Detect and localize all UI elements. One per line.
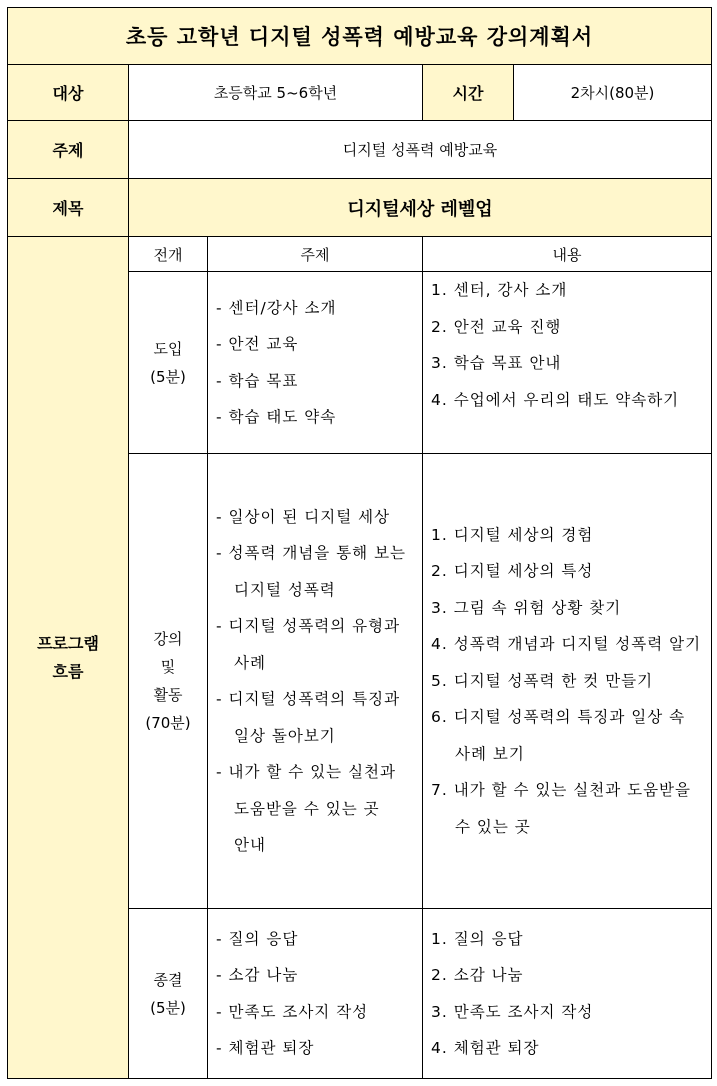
list-item: 4. 수업에서 우리의 태도 약속하기 — [431, 390, 680, 409]
list-item: - 학습 태도 약속 — [216, 408, 337, 426]
intro-topics — [208, 272, 423, 454]
closing-contents — [423, 909, 712, 1079]
time-value: 2차시(80분) — [514, 65, 712, 121]
list-item: - 디지털 성폭력의 특징과 일상 돌아보기 — [216, 690, 401, 745]
list-item: - 내가 할 수 있는 실천과 도움받을 수 있는 곳 안내 — [216, 763, 396, 854]
list-item: 1. 센터, 강사 소개 — [431, 281, 568, 299]
closing-topics — [208, 909, 423, 1079]
list-item: 2. 소감 나눔 — [431, 966, 524, 984]
list-item: - 안전 교육 — [216, 335, 299, 353]
phase-lecture — [129, 454, 208, 909]
phase-closing-name: 종결 — [153, 970, 183, 989]
column-header-topic: 주제 — [208, 237, 423, 272]
lecture-contents — [423, 454, 712, 909]
list-item: 3. 학습 목표 안내 — [431, 354, 562, 372]
phase-lecture-line2: 및 — [160, 658, 176, 676]
column-header-content: 내용 — [423, 237, 712, 272]
document-title: 초등 고학년 디지털 성폭력 예방교육 강의계획서 — [8, 8, 712, 65]
time-label: 시간 — [423, 65, 514, 121]
list-item: 7. 내가 할 수 있는 실천과 도움받을 수 있는 곳 — [431, 781, 692, 836]
intro-contents — [423, 272, 712, 454]
list-item: 1. 질의 응답 — [431, 929, 524, 948]
program-flow-label-line2: 흐름 — [52, 661, 84, 681]
list-item: 3. 그림 속 위험 상황 찾기 — [431, 598, 622, 617]
phase-intro-duration: (5분) — [150, 367, 186, 386]
list-item: 6. 디지털 성폭력의 특징과 일상 속 사례 보기 — [431, 708, 686, 763]
list-item: 3. 만족도 조사지 작성 — [431, 1002, 594, 1021]
lesson-plan-document — [7, 7, 711, 1079]
topic-label: 주제 — [8, 121, 129, 179]
subject-label: 제목 — [8, 179, 129, 237]
phase-lecture-duration: (70분) — [145, 714, 191, 732]
list-item: - 학습 목표 — [216, 371, 299, 390]
target-value: 초등학교 5~6학년 — [129, 65, 423, 121]
subject-value: 디지털세상 레벨업 — [129, 179, 712, 237]
phase-intro — [129, 272, 208, 454]
list-item: 1. 디지털 세상의 경험 — [431, 525, 594, 544]
list-item: - 질의 응답 — [216, 929, 299, 948]
list-item: - 디지털 성폭력의 유형과 사례 — [216, 617, 401, 672]
phase-lecture-line3: 활동 — [153, 686, 183, 704]
phase-closing-duration: (5분) — [150, 998, 186, 1017]
phase-lecture-line1: 강의 — [153, 630, 183, 648]
lesson-plan-table — [7, 7, 712, 1079]
lecture-topics — [208, 454, 423, 909]
list-item: - 일상이 된 디지털 세상 — [216, 507, 391, 526]
phase-intro-name: 도입 — [153, 339, 183, 358]
program-flow-label — [8, 237, 129, 1079]
program-flow-label-line1: 프로그램 — [37, 633, 99, 653]
list-item: 5. 디지털 성폭력 한 컷 만들기 — [431, 671, 654, 690]
target-label: 대상 — [8, 65, 129, 121]
list-item: 4. 성폭력 개념과 디지털 성폭력 알기 — [431, 635, 702, 654]
column-header-phase: 전개 — [129, 237, 208, 272]
list-item: 2. 디지털 세상의 특성 — [431, 562, 594, 581]
list-item: - 성폭력 개념을 통해 보는 디지털 성폭력 — [216, 544, 407, 599]
topic-value: 디지털 성폭력 예방교육 — [129, 121, 712, 179]
list-item: - 소감 나눔 — [216, 966, 299, 984]
phase-closing — [129, 909, 208, 1079]
list-item: 2. 안전 교육 진행 — [431, 317, 562, 336]
list-item: - 체험관 퇴장 — [216, 1039, 315, 1057]
list-item: - 센터/강사 소개 — [216, 298, 337, 317]
list-item: - 만족도 조사지 작성 — [216, 1002, 369, 1021]
list-item: 4. 체험관 퇴장 — [431, 1039, 540, 1057]
